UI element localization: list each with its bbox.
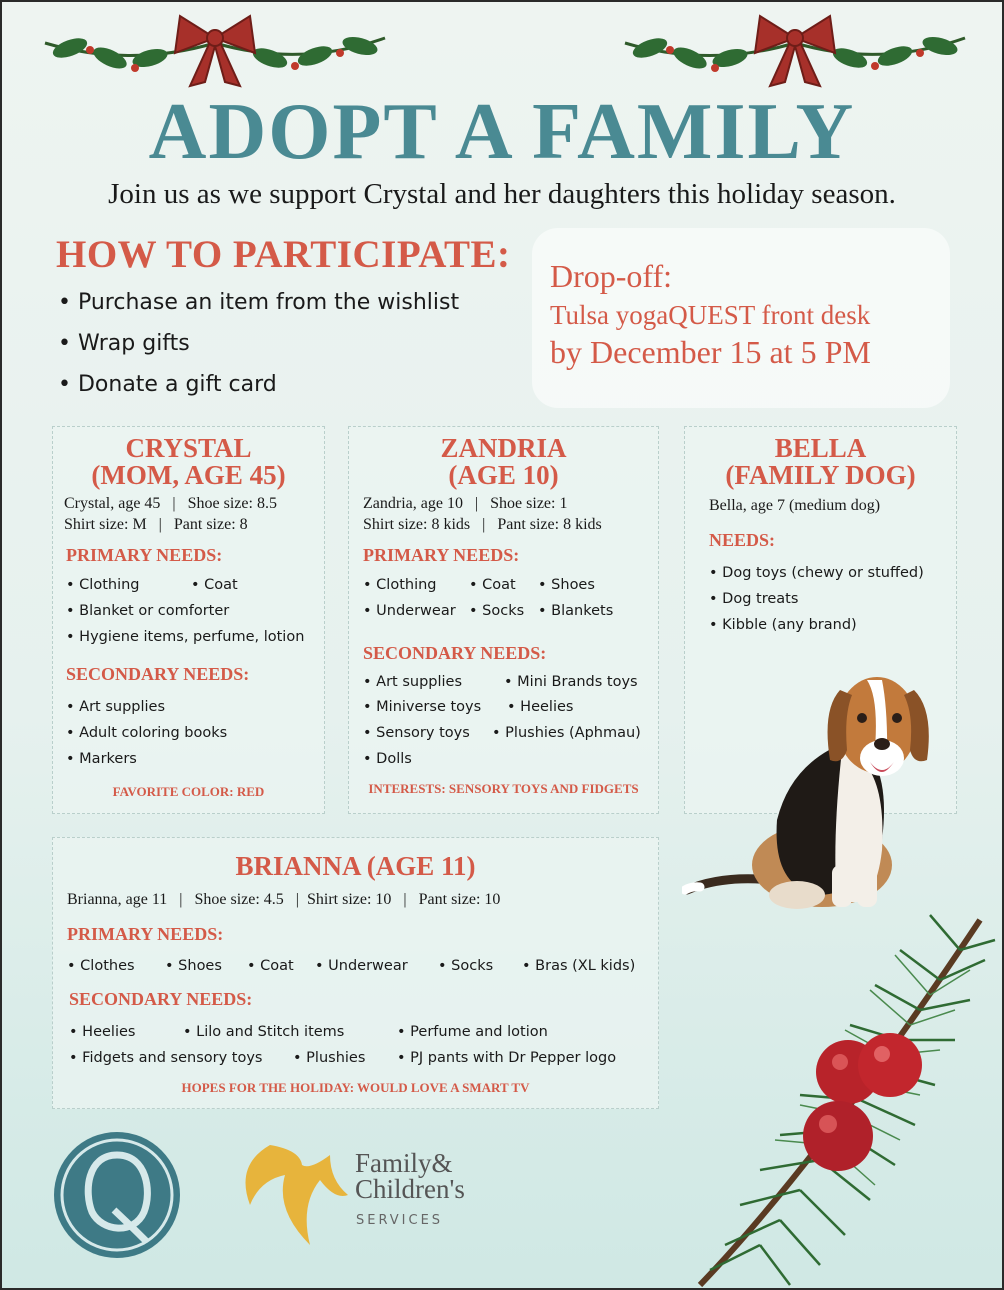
list-item: • Bras (XL kids) — [522, 958, 635, 974]
list-item: • Shoes — [538, 577, 595, 593]
list-item: • Heelies — [69, 1024, 135, 1040]
zandria-subtitle: (AGE 10) — [448, 460, 559, 490]
list-item: • Blanket or comforter — [66, 603, 229, 619]
list-item: • Perfume and lotion — [397, 1024, 548, 1040]
list-item: • Art supplies — [363, 674, 462, 690]
brianna-card — [52, 837, 659, 1109]
list-item: • Socks — [469, 603, 524, 619]
fcs-services: SERVICES — [356, 1213, 444, 1228]
crystal-primary-heading: PRIMARY NEEDS: — [66, 545, 223, 565]
list-item: • Dog treats — [709, 591, 798, 607]
list-item: • Lilo and Stitch items — [183, 1024, 344, 1040]
participate-step: • Wrap gifts — [58, 331, 459, 372]
dropoff-label: Drop-off: — [550, 258, 673, 294]
beagle-dog-icon — [682, 640, 972, 920]
fcs-line: Children's — [355, 1174, 465, 1204]
page-subtitle: Join us as we support Crystal and her daughters this holiday season. — [108, 178, 896, 210]
list-item: • Underwear — [315, 958, 408, 974]
brianna-primary-heading: PRIMARY NEEDS: — [67, 924, 224, 944]
list-item: • PJ pants with Dr Pepper logo — [397, 1050, 616, 1066]
list-item: • Sensory toys — [363, 725, 470, 741]
list-item: • Mini Brands toys — [504, 674, 638, 690]
crystal-secondary-heading: SECONDARY NEEDS: — [66, 664, 250, 684]
crystal-footer: FAVORITE COLOR: RED — [112, 784, 265, 799]
list-item: • Markers — [66, 751, 137, 767]
list-item: • Kibble (any brand) — [709, 617, 857, 633]
participate-step: • Purchase an item from the wishlist — [58, 290, 459, 331]
zandria-info: Zandria, age 10 | Shoe size: 1 — [363, 495, 568, 512]
bella-info: Bella, age 7 (medium dog) — [709, 497, 881, 514]
participate-heading: HOW TO PARTICIPATE: — [56, 233, 511, 276]
crystal-info: Shirt size: M | Pant size: 8 — [64, 516, 248, 533]
dropoff-box — [532, 228, 950, 408]
crystal-card — [52, 426, 325, 814]
brianna-name: BRIANNA (AGE 11) — [235, 851, 476, 881]
zandria-card — [348, 426, 659, 814]
list-item: • Hygiene items, perfume, lotion — [66, 629, 304, 645]
yogaquest-logo — [52, 1130, 182, 1260]
crystal-name: CRYSTAL — [125, 433, 252, 463]
zandria-footer: INTERESTS: SENSORY TOYS AND FIDGETS — [368, 781, 639, 796]
brianna-secondary-heading: SECONDARY NEEDS: — [69, 989, 253, 1009]
holly-garland-right-icon — [620, 8, 970, 88]
list-item: • Miniverse toys — [363, 699, 481, 715]
list-item: • Art supplies — [66, 699, 165, 715]
fcs-wordmark — [355, 1150, 465, 1202]
list-item: • Clothing — [66, 577, 140, 593]
list-item: • Plushies (Aphmau) — [492, 725, 641, 741]
zandria-primary-heading: PRIMARY NEEDS: — [363, 545, 520, 565]
bella-subtitle: (FAMILY DOG) — [725, 460, 916, 490]
fcs-line: Family& — [355, 1148, 453, 1178]
list-item: • Dog toys (chewy or stuffed) — [709, 565, 924, 581]
list-item: • Heelies — [507, 699, 573, 715]
list-item: • Socks — [438, 958, 493, 974]
zandria-secondary-heading: SECONDARY NEEDS: — [363, 643, 547, 663]
list-item: • Underwear — [363, 603, 456, 619]
pine-branch-icon — [640, 900, 1004, 1290]
bella-name: BELLA — [774, 433, 867, 463]
list-item: • Blankets — [538, 603, 613, 619]
holly-garland-left-icon — [40, 8, 390, 88]
list-item: • Coat — [469, 577, 516, 593]
list-item: • Plushies — [293, 1050, 365, 1066]
list-item: • Coat — [247, 958, 294, 974]
list-item: • Adult coloring books — [66, 725, 227, 741]
zandria-info: Shirt size: 8 kids | Pant size: 8 kids — [363, 516, 602, 533]
bella-needs-heading: NEEDS: — [709, 530, 776, 550]
list-item: • Coat — [191, 577, 238, 593]
list-item: • Dolls — [363, 751, 412, 767]
brianna-info: Brianna, age 11 | Shoe size: 4.5 | Shirt size: 10 | Pant size: 10 — [67, 891, 501, 908]
crystal-subtitle: (MOM, AGE 45) — [91, 460, 286, 490]
list-item: • Clothes — [67, 958, 135, 974]
page-title: ADOPT A FAMILY — [148, 88, 856, 176]
zandria-name: ZANDRIA — [440, 433, 567, 463]
brianna-footer: HOPES FOR THE HOLIDAY: WOULD LOVE A SMART TV — [181, 1080, 530, 1095]
list-item: • Clothing — [363, 577, 437, 593]
participate-step: • Donate a gift card — [58, 372, 459, 413]
list-item: • Fidgets and sensory toys — [69, 1050, 263, 1066]
participate-list — [58, 290, 459, 413]
list-item: • Shoes — [165, 958, 222, 974]
dropoff-location: Tulsa yogaQUEST front desk — [550, 300, 871, 330]
crystal-info: Crystal, age 45 | Shoe size: 8.5 — [64, 495, 277, 512]
dropoff-deadline: by December 15 at 5 PM — [550, 334, 871, 370]
